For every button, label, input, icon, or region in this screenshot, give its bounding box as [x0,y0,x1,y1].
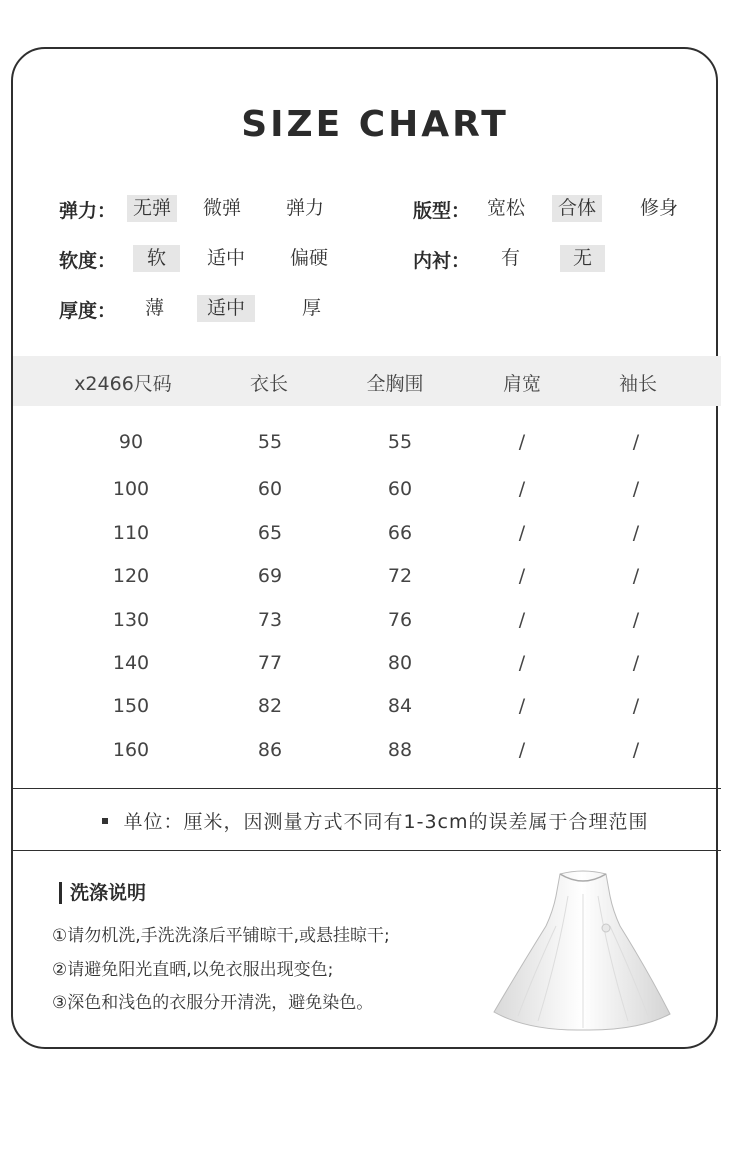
fit-option-loose: 宽松 [487,197,526,219]
elasticity-option-stretch: 弹力 [286,197,325,219]
table-cell: 140 [112,652,150,674]
table-cell: 77 [257,652,283,674]
header-sleeve: 袖长 [618,373,657,395]
table-cell: 130 [112,609,150,631]
dress-image [488,866,678,1036]
table-cell: 110 [112,522,150,544]
table-cell: / [632,695,640,717]
table-cell: 82 [257,695,283,717]
thickness-option-thin: 薄 [145,297,165,319]
header-length: 衣长 [249,373,288,395]
wash-line-3: ③深色和浅色的衣服分开清洗，避免染色。 [52,993,374,1013]
table-cell: / [518,695,526,717]
fit-label: 版型： [413,200,471,222]
table-cell: 100 [112,478,150,500]
unit-note [0,807,750,834]
divider-top [13,788,721,789]
table-cell: 66 [387,522,413,544]
table-cell: / [632,739,640,761]
thickness-label: 厚度： [59,300,117,322]
table-cell: 80 [387,652,413,674]
divider-bottom [13,850,721,851]
table-cell: 150 [112,695,150,717]
bullet-icon [102,818,108,824]
fit-option-slim: 修身 [640,197,679,219]
table-cell: / [518,565,526,587]
table-cell: / [632,478,640,500]
table-cell: 60 [387,478,413,500]
elasticity-option-none: 无弹 [127,195,177,222]
table-cell: / [518,739,526,761]
thickness-option-thick: 厚 [302,297,322,319]
wash-line-1: ①请勿机洗,手洗洗涤后平铺晾干,或悬挂晾干; [52,926,390,946]
wash-line-2: ②请避免阳光直晒,以免衣服出现变色; [52,960,334,980]
table-cell: 65 [257,522,283,544]
elasticity-label: 弹力： [59,200,117,222]
thickness-option-medium: 适中 [197,295,255,322]
table-cell: 86 [257,739,283,761]
table-cell: 60 [257,478,283,500]
softness-option-soft: 软 [133,245,180,272]
header-size: x2466尺码 [74,373,172,395]
table-cell: 120 [112,565,150,587]
table-cell: 90 [118,431,144,453]
softness-option-hard: 偏硬 [290,247,329,269]
table-cell: / [518,431,526,453]
table-cell: / [632,652,640,674]
unit-note-text: 单位：厘米，因测量方式不同有1-3cm的误差属于合理范围 [123,811,649,833]
header-chest: 全胸围 [366,373,424,395]
elasticity-option-slight: 微弹 [203,197,242,219]
table-cell: 88 [387,739,413,761]
header-shoulder: 肩宽 [502,373,541,395]
table-cell: / [632,565,640,587]
table-cell: 73 [257,609,283,631]
table-cell: / [518,652,526,674]
table-cell: 76 [387,609,413,631]
table-cell: 84 [387,695,413,717]
lining-option-no: 无 [560,245,605,272]
table-cell: / [518,478,526,500]
lining-label: 内衬： [413,250,471,272]
table-cell: / [518,609,526,631]
table-cell: 55 [387,431,413,453]
table-cell: 55 [257,431,283,453]
table-cell: / [632,431,640,453]
softness-option-medium: 适中 [207,247,246,269]
lining-option-yes: 有 [501,247,521,269]
table-cell: 160 [112,739,150,761]
softness-label: 软度： [59,250,117,272]
table-cell: 72 [387,565,413,587]
wash-title: 洗涤说明 [59,882,146,904]
table-cell: / [518,522,526,544]
fit-option-regular: 合体 [552,195,602,222]
table-cell: / [632,609,640,631]
table-cell: 69 [257,565,283,587]
page-title: SIZE CHART [241,104,509,145]
table-cell: / [632,522,640,544]
